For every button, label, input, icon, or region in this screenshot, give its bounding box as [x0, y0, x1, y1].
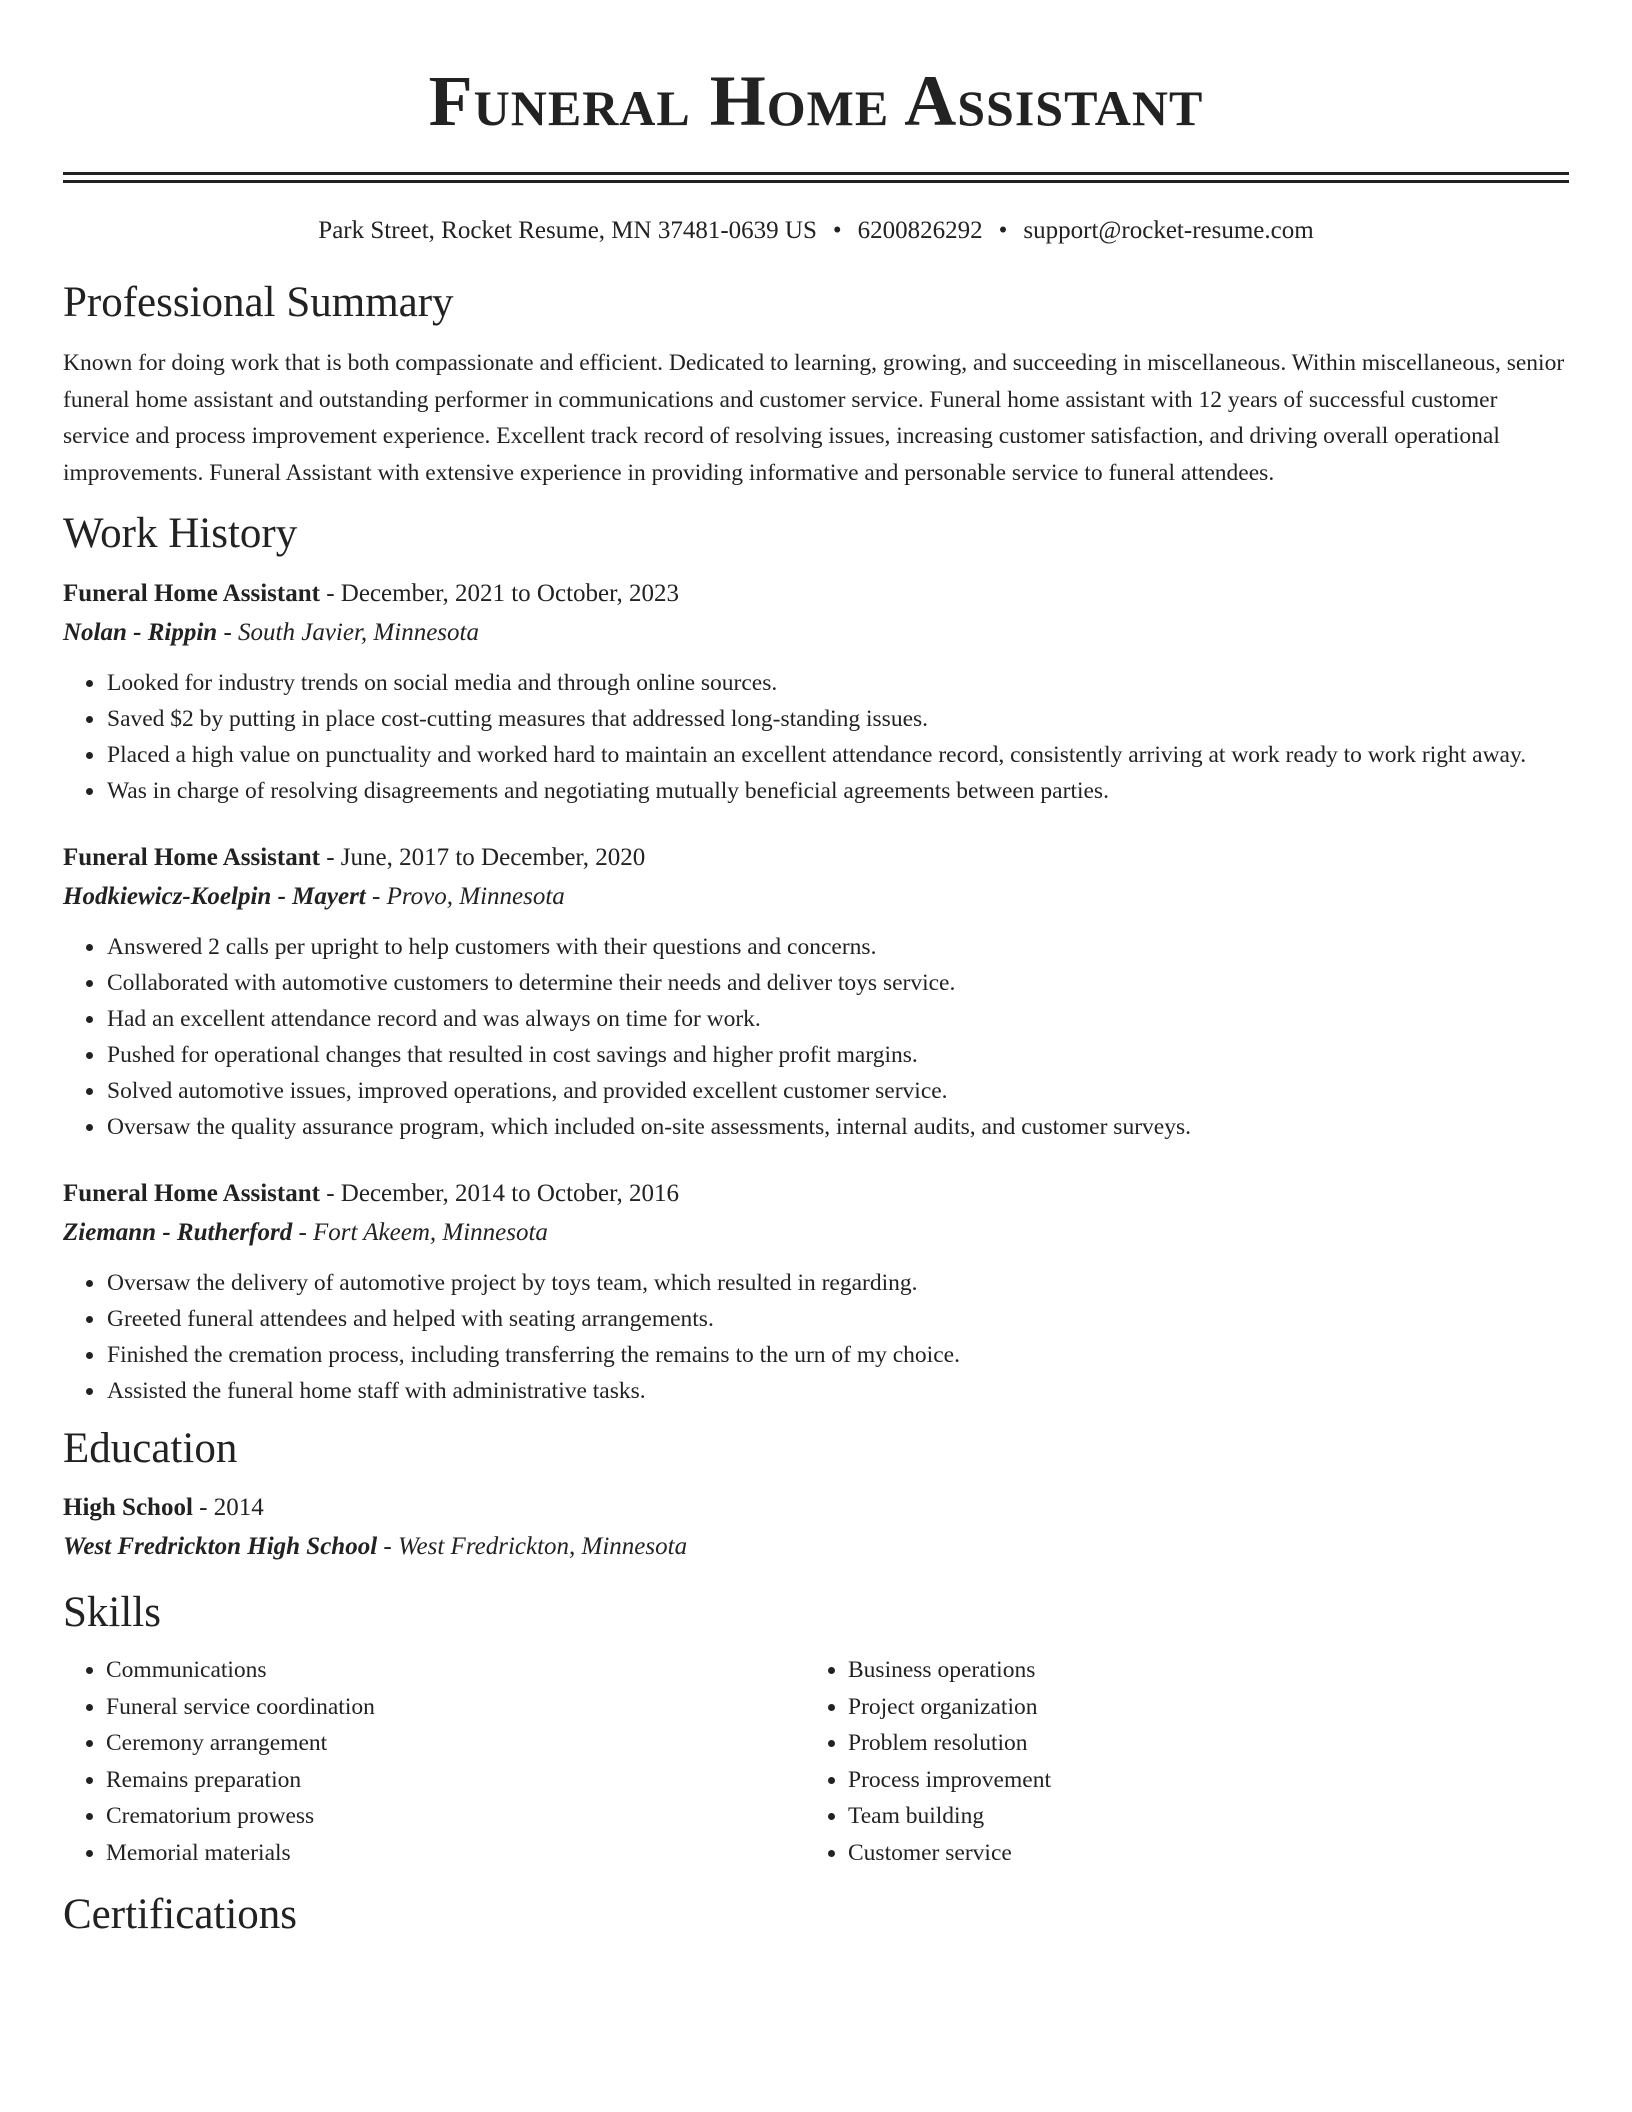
skill-item: • Communications [106, 1652, 805, 1689]
company-location: - Provo, Minnesota [365, 883, 565, 910]
job-title-line [63, 839, 1569, 877]
job-bullet: • Oversaw the delivery of automotive project by toys team, which resulted in regarding. [106, 1265, 1569, 1301]
job-dates: - June, 2017 to December, 2020 [319, 844, 646, 871]
contact-separator: • [832, 217, 842, 244]
contact-address: Park Street, Rocket Resume, MN 37481-0639 US [318, 217, 817, 244]
job-title-line [63, 1175, 1569, 1213]
contact-line [63, 215, 1569, 247]
work-history-heading: Work History [63, 510, 298, 557]
job-bullet: • Saved $2 by putting in place cost-cutting measures that addressed long-standing issues. [106, 701, 1569, 737]
education-heading: Education [63, 1425, 238, 1472]
job-bullet: • Oversaw the quality assurance program, which included on-site assessments, internal audits, and customer surveys. [106, 1109, 1569, 1145]
degree-line [63, 1489, 1569, 1527]
company-line [63, 613, 1569, 653]
job-bullet: • Had an excellent attendance record and was always on time for work. [106, 1001, 1569, 1037]
job-dates: - December, 2021 to October, 2023 [319, 580, 679, 607]
company-location: - South Javier, Minnesota [217, 619, 479, 646]
job-bullet: • Collaborated with automotive customers to determine their needs and deliver toys service. [106, 965, 1569, 1001]
job-entry [63, 1175, 1569, 1409]
company-line [63, 877, 1569, 917]
skill-item: • Ceremony arrangement [106, 1725, 805, 1762]
skill-item: • Team building [848, 1798, 1547, 1835]
skill-item: • Process improvement [848, 1762, 1547, 1799]
job-bullets [63, 1265, 1569, 1409]
skills-list-left [63, 1652, 805, 1871]
job-bullet: • Answered 2 calls per upright to help customers with their questions and concerns. [106, 929, 1569, 965]
school-name: West Fredrickton High School [63, 1533, 378, 1560]
job-title: Funeral Home Assistant [63, 1180, 320, 1207]
school-line [63, 1527, 1569, 1567]
skill-item: • Customer service [848, 1835, 1547, 1872]
job-bullet: • Finished the cremation process, including transferring the remains to the urn of my choice. [106, 1337, 1569, 1373]
skill-item: • Problem resolution [848, 1725, 1547, 1762]
job-dates: - December, 2014 to October, 2016 [319, 1180, 679, 1207]
degree-year: - 2014 [192, 1494, 264, 1521]
job-title: Funeral Home Assistant [63, 844, 320, 871]
skills-list-right [805, 1652, 1547, 1871]
contact-email: support@rocket-resume.com [1023, 217, 1314, 244]
degree-name: High School [63, 1494, 193, 1521]
certifications-heading: Certifications [63, 1891, 298, 1938]
company-name: Hodkiewicz-Koelpin - Mayert [63, 883, 366, 910]
company-name: Nolan - Rippin [63, 619, 218, 646]
job-entry [63, 575, 1569, 809]
contact-separator: • [998, 217, 1008, 244]
company-name: Ziemann - Rutherford [63, 1219, 293, 1246]
job-bullets [63, 929, 1569, 1145]
summary-heading: Professional Summary [63, 279, 454, 326]
company-location: - Fort Akeem, Minnesota [292, 1219, 548, 1246]
job-title-line [63, 575, 1569, 613]
job-bullet: • Placed a high value on punctuality and worked hard to maintain an excellent attendance record, consistently arriving at work ready to work right away. [106, 737, 1569, 773]
education-entry [63, 1489, 1569, 1567]
job-bullet: • Greeted funeral attendees and helped with seating arrangements. [106, 1301, 1569, 1337]
skill-item: • Funeral service coordination [106, 1689, 805, 1726]
skills-columns [63, 1652, 1569, 1871]
company-line [63, 1213, 1569, 1253]
resume-name: Funeral Home Assistant [428, 61, 1204, 141]
job-bullet: • Looked for industry trends on social media and through online sources. [106, 665, 1569, 701]
skill-item: • Crematorium prowess [106, 1798, 805, 1835]
job-bullets [63, 665, 1569, 809]
skills-heading: Skills [63, 1589, 161, 1636]
job-bullet: • Solved automotive issues, improved operations, and provided excellent customer service. [106, 1073, 1569, 1109]
skill-item: • Remains preparation [106, 1762, 805, 1799]
header-double-rule [63, 172, 1569, 183]
job-entry [63, 839, 1569, 1145]
job-bullet: • Was in charge of resolving disagreements and negotiating mutually beneficial agreements between parties. [106, 773, 1569, 809]
job-title: Funeral Home Assistant [63, 580, 320, 607]
skill-item: • Memorial materials [106, 1835, 805, 1872]
skill-item: • Project organization [848, 1689, 1547, 1726]
job-bullet: • Assisted the funeral home staff with administrative tasks. [106, 1373, 1569, 1409]
summary-text: Known for doing work that is both compassionate and efficient. Dedicated to learning, growing, and succeeding in miscellaneous. Within miscellaneous, senior funeral home assistant and outstanding performer in communications and customer service. Funeral home assistant with 12 years of successful customer service and process improvement experience. Excellent track record of resolving issues, increasing customer satisfaction, and driving overall operational improvements. Funeral Assistant with extensive experience in providing informative and personable service to funeral attendees. [63, 350, 1565, 486]
contact-phone: 6200826292 [857, 217, 983, 244]
school-location: - West Fredrickton, Minnesota [377, 1533, 688, 1560]
job-bullet: • Pushed for operational changes that resulted in cost savings and higher profit margins. [106, 1037, 1569, 1073]
skill-item: • Business operations [848, 1652, 1547, 1689]
